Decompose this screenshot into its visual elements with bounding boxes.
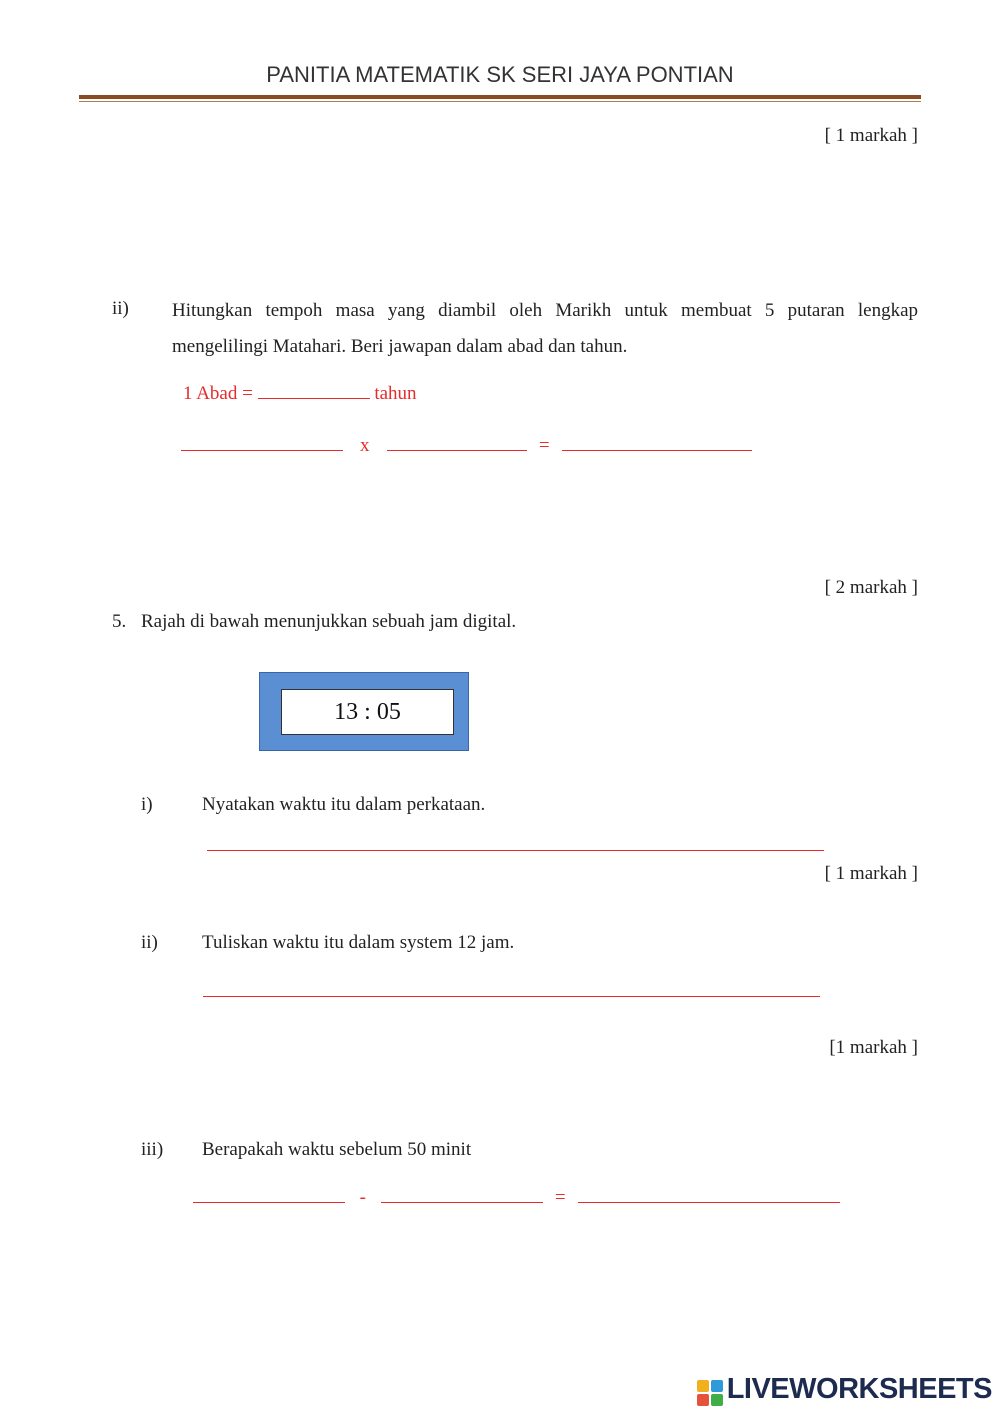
marks-label-top: [ 1 markah ] — [824, 125, 918, 146]
q5-ii-answer-line[interactable] — [203, 978, 820, 997]
header-rule — [79, 95, 921, 99]
q5-i-answer-line[interactable] — [207, 832, 824, 851]
q4-ii-hint-prefix: 1 Abad = — [183, 383, 253, 404]
q5-question-text: Rajah di bawah menunjukkan sebuah jam digital. — [141, 611, 517, 632]
q4-ii-hint-suffix: tahun — [374, 383, 417, 404]
q5-ii-question-text: Tuliskan waktu itu dalam system 12 jam. — [202, 932, 515, 953]
q4-ii-number: ii) — [112, 298, 129, 319]
q5-iii-question-text: Berapakah waktu sebelum 50 minit — [202, 1139, 472, 1160]
q5-i-number: i) — [141, 794, 153, 815]
q4-ii-hint — [183, 380, 417, 405]
q4-ii-times-sign: x — [360, 435, 370, 456]
q4-ii-marks: [ 2 markah ] — [824, 577, 918, 598]
q5-i-marks: [ 1 markah ] — [824, 863, 918, 884]
digital-clock-display: 13 : 05 — [281, 689, 454, 735]
liveworksheets-logo-icon — [697, 1380, 723, 1406]
q5-iii-minus-sign: - — [359, 1187, 366, 1208]
q5-iii-blank-1[interactable] — [193, 1184, 345, 1203]
page-header-title: PANITIA MATEMATIK SK SERI JAYA PONTIAN — [266, 62, 734, 87]
q4-ii-blank-1[interactable] — [181, 432, 343, 451]
q5-iii-blank-2[interactable] — [381, 1184, 543, 1203]
q5-i-question-text: Nyatakan waktu itu dalam perkataan. — [202, 794, 486, 815]
q5-iii-equals-sign: = — [554, 1187, 566, 1208]
q4-ii-blank-2[interactable] — [387, 432, 527, 451]
q5-ii-number: ii) — [141, 932, 158, 953]
q4-ii-equation — [181, 432, 752, 457]
liveworksheets-brand: LIVEWORKSHEETS — [726, 1373, 992, 1405]
q4-ii-question-text: Hitungkan tempoh masa yang diambil oleh Marikh untuk membuat 5 putaran lengkap mengelilingi Matahari. Beri jawapan dalam abad dan tahun. — [172, 300, 918, 357]
q4-ii-equals-sign: = — [538, 435, 550, 456]
q5-iii-equation — [193, 1184, 840, 1209]
digital-clock — [259, 672, 469, 751]
q4-ii-answer-blank[interactable] — [562, 432, 752, 451]
q5-ii-marks: [1 markah ] — [829, 1037, 918, 1058]
q4-ii-years-blank[interactable] — [258, 380, 370, 399]
q5-iii-number: iii) — [141, 1139, 164, 1160]
header-rule-thin — [79, 101, 921, 102]
q5-iii-answer-blank[interactable] — [578, 1184, 840, 1203]
q5-number: 5. — [112, 611, 127, 632]
